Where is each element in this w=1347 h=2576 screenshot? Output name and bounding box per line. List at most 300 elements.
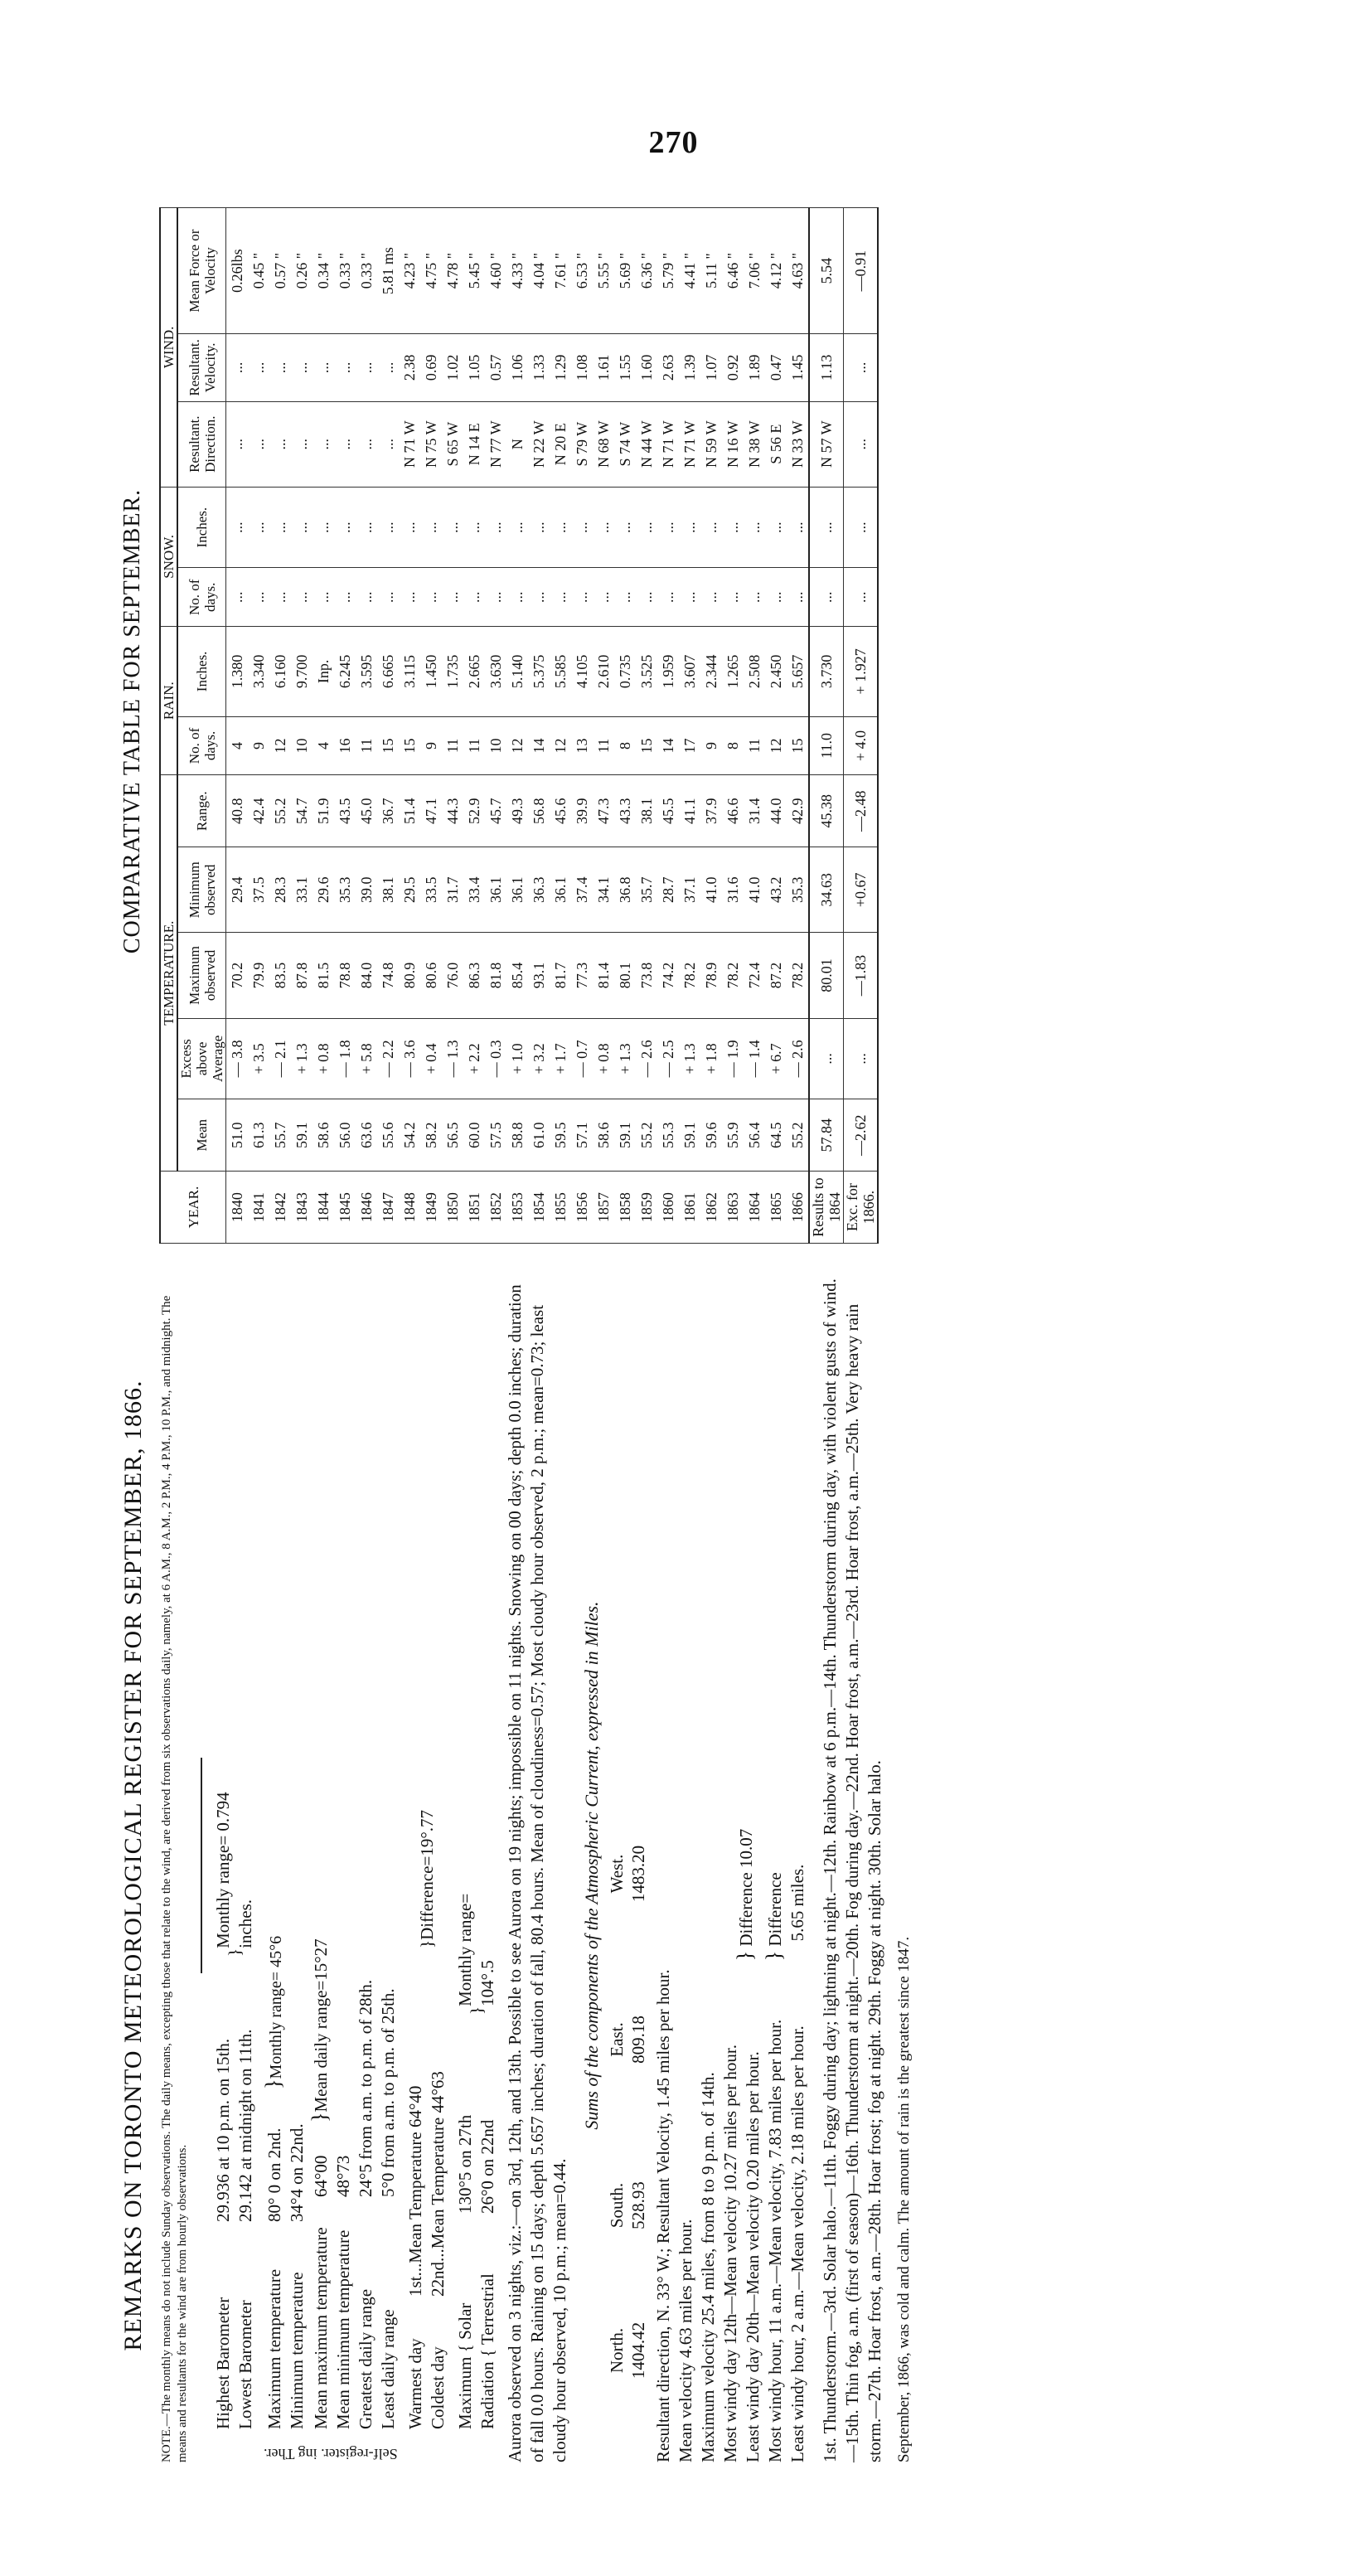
table-cell: ...: [485, 568, 506, 627]
col-header: Minimum observed: [177, 847, 226, 933]
table-cell: 47.3: [593, 775, 614, 847]
row-value: 64°00: [311, 2155, 331, 2197]
wind-line: Maximum velocity 25.4 miles, from 8 to 9 p.m. of 14th.: [698, 2072, 718, 2462]
days-difference: Difference=19°.77: [416, 1810, 437, 1940]
table-cell: 9: [420, 716, 442, 775]
thermometer-row: Maximum temperature80° 0 on 2nd.}Monthly range= 45°6: [262, 1922, 286, 2429]
table-cell: ...: [226, 568, 249, 627]
table-cell: ...: [765, 568, 787, 627]
table-cell: 33.1: [291, 847, 313, 933]
table-cell: 45.5: [657, 775, 679, 847]
table-cell: 5.79 ": [657, 208, 679, 334]
table-cell: 11: [442, 716, 463, 775]
table-cell: 78.9: [700, 933, 722, 1018]
table-cell: 3.340: [248, 627, 269, 717]
radiation-row: [477, 2015, 499, 2429]
table-cell: 9: [700, 716, 722, 775]
sums-header: East.: [607, 2022, 627, 2057]
row-label: Mean minimum temperature: [333, 2229, 353, 2429]
row-label: Maximum temperature: [264, 2268, 284, 2429]
table-cell: 42.9: [787, 775, 809, 847]
table-cell: 72.4: [744, 933, 765, 1018]
table-cell: 58.8: [506, 1099, 528, 1172]
table-cell: 1841: [248, 1172, 269, 1244]
table-cell: 43.5: [334, 775, 356, 847]
table-cell: 4: [226, 716, 249, 775]
table-cell: ...: [377, 401, 399, 487]
table-cell: 0.57: [485, 334, 506, 401]
table-cell: 78.2: [787, 933, 809, 1018]
table-cell: 84.0: [356, 933, 377, 1018]
table-cell: 3.595: [356, 627, 377, 717]
table-cell: 81.5: [313, 933, 334, 1018]
divider: [201, 1758, 202, 1973]
table-cell: +0.67: [844, 847, 879, 933]
table-cell: 0.57 ": [269, 208, 291, 334]
table-row: [356, 208, 377, 1244]
col-header: Range.: [177, 775, 226, 847]
table-cell: 12: [506, 716, 528, 775]
table-cell: + 1.8: [700, 1018, 722, 1099]
table-row: [463, 208, 485, 1244]
table-cell: N 38 W: [744, 401, 765, 487]
comparative-section: [116, 199, 1260, 1244]
table-cell: 4: [313, 716, 334, 775]
table-cell: 59.6: [700, 1099, 722, 1172]
table-cell: 79.9: [248, 933, 269, 1018]
table-row: [614, 208, 636, 1244]
table-cell: + 1.3: [291, 1018, 313, 1099]
table-cell: — 0.3: [485, 1018, 506, 1099]
table-cell: 10: [485, 716, 506, 775]
comparative-title: COMPARATIVE TABLE FOR SEPTEMBER.: [119, 488, 145, 954]
table-cell: 78.2: [679, 933, 700, 1018]
table-cell: 73.8: [636, 933, 657, 1018]
table-cell: 81.4: [593, 933, 614, 1018]
table-cell: ...: [291, 401, 313, 487]
table-cell: 11.0: [809, 716, 844, 775]
col-header: Inches.: [177, 487, 226, 568]
table-cell: 56.5: [442, 1099, 463, 1172]
table-cell: 5.140: [506, 627, 528, 717]
wind-line: Most windy hour, 11 a.m.—Mean velocity, 7.83 miles per hour.: [765, 2019, 785, 2462]
table-cell: ...: [291, 334, 313, 401]
mean-daily-range: Mean daily range=15°27: [311, 1938, 331, 2113]
table-cell: 3.115: [399, 627, 420, 717]
table-row: [291, 208, 313, 1244]
table-cell: 3.730: [809, 627, 844, 717]
table-cell: 31.7: [442, 847, 463, 933]
table-cell: ...: [550, 487, 571, 568]
mean-temp-row: Mean maximum temperature64°00}Mean daily range=15°27: [308, 1938, 332, 2429]
table-row: [571, 208, 593, 1244]
table-cell: 55.3: [657, 1099, 679, 1172]
table-cell: 1840: [226, 1172, 249, 1244]
table-row: [420, 208, 442, 1244]
table-cell: 5.45 ": [463, 208, 485, 334]
table-cell: 1.55: [614, 334, 636, 401]
table-cell: —2.62: [844, 1099, 879, 1172]
col-header: Maximum observed: [177, 933, 226, 1018]
table-cell: 12: [550, 716, 571, 775]
table-cell: ...: [809, 568, 844, 627]
table-cell: 80.01: [809, 933, 844, 1018]
table-cell: 45.0: [356, 775, 377, 847]
barometer-range: Monthly range= 0.794 inches.: [213, 1792, 255, 1948]
sums-table: [606, 1269, 649, 2413]
table-row: [442, 208, 463, 1244]
self-register-group: [262, 1269, 400, 2462]
table-cell: 77.3: [571, 933, 593, 1018]
table-cell: 1.06: [506, 334, 528, 401]
table-row: [679, 208, 700, 1244]
table-cell: 4.23 ": [399, 208, 420, 334]
table-cell: 5.585: [550, 627, 571, 717]
radiation-row: [454, 2015, 477, 2429]
row-value: 34°4 on 22nd.: [287, 2123, 307, 2222]
table-cell: 2.665: [463, 627, 485, 717]
table-cell: 15: [399, 716, 420, 775]
table-cell: 81.8: [485, 933, 506, 1018]
table-cell: 6.36 ": [636, 208, 657, 334]
table-cell: N 16 W: [722, 401, 744, 487]
table-cell: 57.84: [809, 1099, 844, 1172]
table-cell: 1850: [442, 1172, 463, 1244]
table-cell: 5.11 ": [700, 208, 722, 334]
table-cell: 1854: [528, 1172, 550, 1244]
daily-range-row: [355, 1922, 377, 2429]
table-cell: + 1.927: [844, 627, 879, 717]
table-cell: 1.735: [442, 627, 463, 717]
table-row: [700, 208, 722, 1244]
table-cell: 41.0: [744, 847, 765, 933]
table-cell: — 2.5: [657, 1018, 679, 1099]
table-cell: 55.2: [787, 1099, 809, 1172]
table-cell: 59.1: [291, 1099, 313, 1172]
table-cell: 61.3: [248, 1099, 269, 1172]
table-cell: ...: [593, 568, 614, 627]
table-cell: + 1.7: [550, 1018, 571, 1099]
table-cell: 81.7: [550, 933, 571, 1018]
table-cell: 1860: [657, 1172, 679, 1244]
table-cell: 28.3: [269, 847, 291, 933]
table-cell: 39.9: [571, 775, 593, 847]
table-cell: 12: [269, 716, 291, 775]
table-cell: 2.63: [657, 334, 679, 401]
table-cell: 4.75 ": [420, 208, 442, 334]
table-cell: 6.53 ": [571, 208, 593, 334]
observations-paragraph: Aurora observed on 3 nights, viz.:—on 3rd, 12th, and 13th. Possible to see Aurora on 19 nights; impossible on 11 nights. Snowing on 00 days; depth 0.0 inches; duration of fall 0.0 hours. Raining on 15 days; depth 5.657 inches; duration of fall, 80.4 hours. Mean of cloudiness=0.57; Most cloudy hour observed, 2 p.m.; mean=0.73; least cloudy hour observed, 10 p.m.; mean=0.44.: [505, 1284, 569, 2462]
table-cell: ...: [399, 568, 420, 627]
table-cell: ...: [248, 334, 269, 401]
table-cell: — 1.9: [722, 1018, 744, 1099]
table-cell: 0.69: [420, 334, 442, 401]
group-header: TEMPERATURE.: [160, 775, 177, 1172]
table-cell: 37.4: [571, 847, 593, 933]
table-cell: 40.8: [226, 775, 249, 847]
table-cell: 36.7: [377, 775, 399, 847]
table-cell: 29.6: [313, 847, 334, 933]
wind-difference-text: 5.65 miles.: [787, 1864, 807, 1942]
mean-temp-row: [332, 1922, 355, 2429]
table-cell: 11: [463, 716, 485, 775]
table-cell: ...: [787, 568, 809, 627]
table-row: [399, 208, 420, 1244]
table-cell: 1.39: [679, 334, 700, 401]
table-cell: ...: [463, 568, 485, 627]
table-row: [269, 208, 291, 1244]
table-cell: 56.8: [528, 775, 550, 847]
rotated-page: [99, 182, 1277, 2487]
table-cell: N: [506, 401, 528, 487]
table-row: [744, 208, 765, 1244]
table-cell: ...: [269, 487, 291, 568]
sums-header: North.: [607, 2327, 627, 2374]
sums-heading: Sums of the components of the Atmospheric Current, expressed in Miles.: [581, 1601, 602, 2130]
table-cell: 51.0: [226, 1099, 249, 1172]
table-cell: 54.7: [291, 775, 313, 847]
row-label: Lowest Barometer: [235, 2300, 255, 2429]
table-cell: 15: [377, 716, 399, 775]
table-cell: 37.1: [679, 847, 700, 933]
table-cell: ...: [744, 568, 765, 627]
table-cell: 9: [248, 716, 269, 775]
table-cell: 39.0: [356, 847, 377, 933]
table-cell: 1846: [356, 1172, 377, 1244]
sums-value: 1483.20: [628, 1845, 648, 1903]
table-cell: 4.105: [571, 627, 593, 717]
table-cell: — 1.8: [334, 1018, 356, 1099]
table-cell: — 2.1: [269, 1018, 291, 1099]
table-cell: ...: [787, 487, 809, 568]
table-cell: + 5.8: [356, 1018, 377, 1099]
table-cell: 1.02: [442, 334, 463, 401]
table-cell: 0.45 ": [248, 208, 269, 334]
table-cell: N 68 W: [593, 401, 614, 487]
row-value: 1st...Mean Temperature 64°40: [405, 2085, 425, 2297]
table-cell: 1.05: [463, 334, 485, 401]
table-cell: ...: [356, 487, 377, 568]
day-row: [427, 1948, 449, 2429]
table-cell: 36.1: [506, 847, 528, 933]
table-cell: N 14 E: [463, 401, 485, 487]
table-cell: ...: [356, 568, 377, 627]
table-body: [226, 208, 879, 1244]
table-cell: 2.610: [593, 627, 614, 717]
table-cell: ...: [442, 568, 463, 627]
events-paragraph: [819, 1269, 915, 2462]
table-cell: 1859: [636, 1172, 657, 1244]
table-cell: 36.1: [550, 847, 571, 933]
table-cell: ...: [550, 568, 571, 627]
table-cell: 61.0: [528, 1099, 550, 1172]
row-value: 29.936 at 10 p.m. on 15th.: [213, 2038, 233, 2222]
table-cell: 35.7: [636, 847, 657, 933]
table-cell: 1847: [377, 1172, 399, 1244]
table-cell: ...: [377, 487, 399, 568]
table-cell: — 3.6: [399, 1018, 420, 1099]
table-cell: 37.5: [248, 847, 269, 933]
table-cell: 55.6: [377, 1099, 399, 1172]
table-cell: 6.665: [377, 627, 399, 717]
table-cell: 2.344: [700, 627, 722, 717]
wind-difference-text: Difference 10.07: [736, 1828, 756, 1947]
table-cell: 1851: [463, 1172, 485, 1244]
brace: }: [224, 1948, 245, 1957]
table-cell: 74.2: [657, 933, 679, 1018]
table-cell: + 1.3: [679, 1018, 700, 1099]
table-cell: 16: [334, 716, 356, 775]
table-cell: ...: [679, 487, 700, 568]
table-row: [657, 208, 679, 1244]
table-cell: S 79 W: [571, 401, 593, 487]
table-cell: ...: [226, 487, 249, 568]
table-cell: —0.91: [844, 208, 879, 334]
table-cell: 1853: [506, 1172, 528, 1244]
table-row: [550, 208, 571, 1244]
table-cell: ...: [313, 334, 334, 401]
table-cell: 45.38: [809, 775, 844, 847]
table-cell: 31.4: [744, 775, 765, 847]
table-cell: 5.55 ": [593, 208, 614, 334]
table-row: [248, 208, 269, 1244]
table-cell: ...: [399, 487, 420, 568]
table-cell: ...: [313, 401, 334, 487]
table-cell: 33.5: [420, 847, 442, 933]
row-value: 22nd...Mean Temperature 44°63: [428, 2071, 448, 2297]
table-cell: 1844: [313, 1172, 334, 1244]
table-cell: 59.1: [614, 1099, 636, 1172]
table-cell: 1865: [765, 1172, 787, 1244]
table-cell: 4.78 ": [442, 208, 463, 334]
table-cell: 36.8: [614, 847, 636, 933]
remarks-title: REMARKS ON TORONTO METEOROLOGICAL REGISTER FOR SEPTEMBER, 1866.: [119, 1380, 147, 2351]
table-cell: ...: [463, 487, 485, 568]
table-cell: N 44 W: [636, 401, 657, 487]
table-cell: 1863: [722, 1172, 744, 1244]
table-cell: ...: [313, 568, 334, 627]
table-cell: 6.245: [334, 627, 356, 717]
table-cell: ...: [313, 487, 334, 568]
table-cell: ...: [809, 487, 844, 568]
table-cell: ...: [844, 487, 879, 568]
sums-header: South.: [607, 2182, 627, 2229]
table-cell: — 0.7: [571, 1018, 593, 1099]
table-cell: Results to 1864: [809, 1172, 844, 1244]
table-cell: 8: [614, 716, 636, 775]
sums-header: West.: [607, 1854, 627, 1894]
col-header: Mean: [177, 1099, 226, 1172]
table-row: [593, 208, 614, 1244]
table-cell: 1.29: [550, 334, 571, 401]
table-cell: ...: [334, 487, 356, 568]
table-cell: ...: [334, 401, 356, 487]
table-cell: + 1.0: [506, 1018, 528, 1099]
table-cell: ...: [334, 334, 356, 401]
row-label: Radiation { Terrestrial: [477, 2273, 497, 2429]
table-cell: ...: [765, 487, 787, 568]
table-cell: 83.5: [269, 933, 291, 1018]
table-cell: 93.1: [528, 933, 550, 1018]
table-cell: 0.735: [614, 627, 636, 717]
table-cell: 58.6: [313, 1099, 334, 1172]
barometer-row: [212, 1957, 235, 2429]
barometer-row: [235, 1957, 257, 2429]
table-cell: 55.9: [722, 1099, 744, 1172]
table-cell: —1.83: [844, 933, 879, 1018]
table-cell: 56.0: [334, 1099, 356, 1172]
table-cell: 1849: [420, 1172, 442, 1244]
wind-difference-text: Difference: [765, 1872, 785, 1947]
table-cell: 5.54: [809, 208, 844, 334]
table-cell: 41.1: [679, 775, 700, 847]
table-cell: 31.6: [722, 847, 744, 933]
table-cell: 7.61 ": [550, 208, 571, 334]
table-cell: — 2.6: [787, 1018, 809, 1099]
table-cell: 6.160: [269, 627, 291, 717]
table-cell: ...: [291, 487, 313, 568]
table-cell: 1843: [291, 1172, 313, 1244]
table-cell: 1861: [679, 1172, 700, 1244]
col-header: YEAR.: [160, 1172, 226, 1244]
table-cell: 46.6: [722, 775, 744, 847]
table-cell: 2.38: [399, 334, 420, 401]
table-cell: 10: [291, 716, 313, 775]
events-text: 1st. Thunderstorm.—3rd. Solar halo.—11th. Foggy during day; lightning at night.—12th. Rainbow at 6 p.m.—14th. Thunderstorm during day, with violent gusts of wind.—15th. Thin fog, a.m. (first of season)—16th. Thunderstorm at night.—20th. Fog during day.—22nd. Hoar frost, a.m.—23rd. Hoar frost, a.m.—25th. Very heavy rain storm.—27th. Hoar frost, a.m.—28th. Hoar frost; fog at night. 29th. Foggy at night. 30th. Solar halo.: [820, 1278, 884, 2462]
table-cell: 37.9: [700, 775, 722, 847]
col-header: Mean Force or Velocity: [177, 208, 226, 334]
table-cell: ...: [844, 1018, 879, 1099]
table-cell: ...: [614, 568, 636, 627]
table-cell: 60.0: [463, 1099, 485, 1172]
table-cell: 58.6: [593, 1099, 614, 1172]
table-cell: 1.60: [636, 334, 657, 401]
table-cell: ...: [248, 487, 269, 568]
table-cell: 80.6: [420, 933, 442, 1018]
table-cell: 1.45: [787, 334, 809, 401]
table-cell: ...: [420, 487, 442, 568]
table-cell: 1.959: [657, 627, 679, 717]
table-cell: 51.4: [399, 775, 420, 847]
table-cell: 59.5: [550, 1099, 571, 1172]
row-label: Warmest day: [405, 2338, 425, 2429]
table-cell: ...: [356, 401, 377, 487]
table-cell: N 77 W: [485, 401, 506, 487]
thermometer-row: [286, 1922, 308, 2429]
table-cell: ...: [636, 568, 657, 627]
table-cell: 1842: [269, 1172, 291, 1244]
table-cell: ...: [442, 487, 463, 568]
table-cell: 63.6: [356, 1099, 377, 1172]
row-label: Coldest day: [428, 2346, 448, 2429]
table-cell: — 3.8: [226, 1018, 249, 1099]
table-cell: 5.81 ms: [377, 208, 399, 334]
table-cell: 0.33 ": [356, 208, 377, 334]
table-row: [844, 208, 879, 1244]
table-cell: ...: [844, 334, 879, 401]
table-cell: 2.508: [744, 627, 765, 717]
table-cell: N 22 W: [528, 401, 550, 487]
table-cell: ...: [269, 568, 291, 627]
table-cell: 55.2: [636, 1099, 657, 1172]
group-header: SNOW.: [160, 487, 177, 626]
table-cell: 1.450: [420, 627, 442, 717]
table-cell: 4.33 ": [506, 208, 528, 334]
table-cell: 38.1: [377, 847, 399, 933]
table-cell: 1.89: [744, 334, 765, 401]
table-cell: ...: [226, 401, 249, 487]
table-cell: 78.2: [722, 933, 744, 1018]
